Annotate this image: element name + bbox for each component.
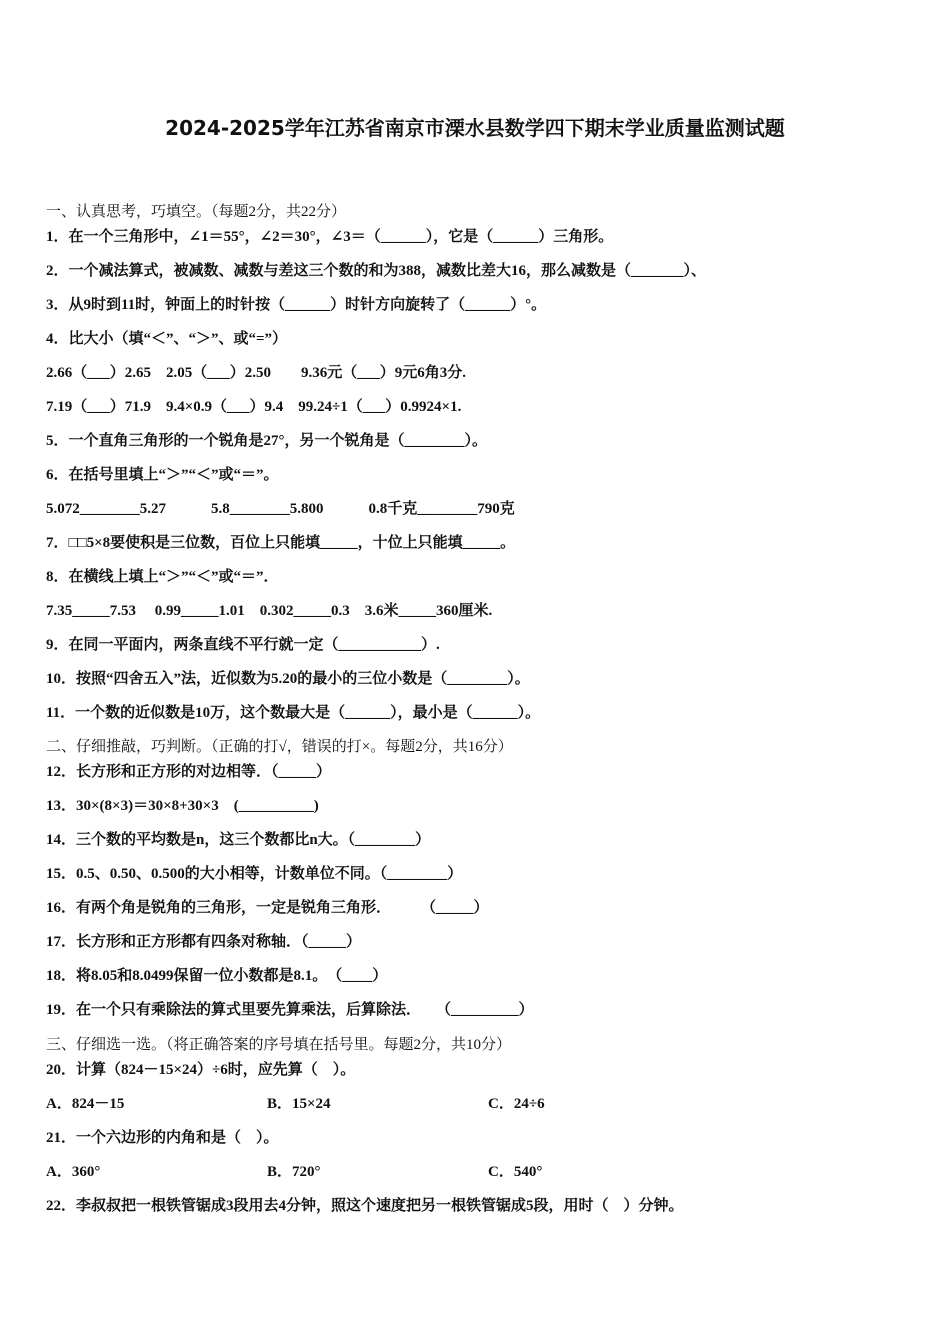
question-9: 9．在同一平面内，两条直线不平行就一定（___________）. xyxy=(46,637,440,653)
question-11: 11．一个数的近似数是10万，这个数最大是（______），最小是（______）。 xyxy=(46,705,541,721)
question-20-option-c: C．24÷6 xyxy=(488,1096,545,1112)
question-5: 5．一个直角三角形的一个锐角是27°，另一个锐角是（________）。 xyxy=(46,433,488,449)
question-18: 18．将8.05和8.0499保留一位小数都是8.1。 （____） xyxy=(46,968,388,984)
section-3-header: 三、仔细选一选。（将正确答案的序号填在括号里。每题2分，共10分） xyxy=(46,1037,512,1053)
section-1-header: 一、认真思考，巧填空。（每题2分，共22分） xyxy=(46,204,347,220)
question-4-row-2: 7.19（___）71.9 9.4×0.9（___）9.4 99.24÷1（___）0.9924×1. xyxy=(46,399,462,415)
question-2: 2．一个减法算式，被减数、减数与差这三个数的和为388，减数比差大16，那么减数是（_______）、 xyxy=(46,263,707,279)
question-6-row: 5.072________5.27 5.8________5.800 0.8千克________790克 xyxy=(46,501,515,517)
section-2-header: 二、仔细推敲，巧判断。（正确的打√，错误的打×。每题2分，共16分） xyxy=(46,739,513,755)
question-10: 10．按照“四舍五入”法，近似数为5.20的最小的三位小数是（________）。 xyxy=(46,671,530,687)
question-20: 20．计算（824－15×24）÷6时，应先算（ ）。 xyxy=(46,1062,356,1078)
question-14: 14．三个数的平均数是n，这三个数都比n大。（________） xyxy=(46,832,431,848)
question-20-option-b: B．15×24 xyxy=(267,1096,331,1112)
question-21: 21．一个六边形的内角和是（ ）。 xyxy=(46,1130,279,1146)
question-1: 1．在一个三角形中，∠1＝55°，∠2＝30°，∠3＝（______），它是（______）三角形。 xyxy=(46,229,614,245)
question-6: 6．在括号里填上“＞”“＜”或“＝”。 xyxy=(46,467,279,483)
question-17: 17．长方形和正方形都有四条对称轴．（_____） xyxy=(46,934,362,950)
question-7: 7．□□5×8要使积是三位数，百位上只能填_____，十位上只能填_____。 xyxy=(46,535,516,551)
question-12: 12．长方形和正方形的对边相等．（_____） xyxy=(46,764,332,780)
question-3: 3．从9时到11时，钟面上的时针按（______）时针方向旋转了（______）°。 xyxy=(46,297,547,313)
question-15: 15．0.5、0.50、0.500的大小相等，计数单位不同。（________） xyxy=(46,866,463,882)
question-4: 4．比大小（填“＜”、“＞”、或“=”） xyxy=(46,331,288,347)
question-16: 16．有两个角是锐角的三角形，一定是锐角三角形． （_____） xyxy=(46,900,489,916)
question-22: 22．李叔叔把一根铁管锯成3段用去4分钟，照这个速度把另一根铁管锯成5段，用时（ ）分钟。 xyxy=(46,1198,684,1214)
question-8-row: 7.35_____7.53 0.99_____1.01 0.302_____0.3 3.6米_____360厘米. xyxy=(46,603,493,619)
question-8: 8．在横线上填上“＞”“＜”或“＝”． xyxy=(46,569,279,585)
question-19: 19．在一个只有乘除法的算式里要先算乘法，后算除法． （_________） xyxy=(46,1002,534,1018)
question-20-option-a: A．824－15 xyxy=(46,1096,125,1112)
question-21-option-c: C．540° xyxy=(488,1164,543,1180)
question-13: 13．30×(8×3)＝30×8+30×3 (__________) xyxy=(46,798,319,814)
question-4-row-1: 2.66（___）2.65 2.05（___）2.50 9.36元（___）9元6角3分. xyxy=(46,365,467,381)
page-title: 2024-2025学年江苏省南京市溧水县数学四下期末学业质量监测试题 xyxy=(165,116,785,140)
question-21-option-b: B．720° xyxy=(267,1164,321,1180)
question-21-option-a: A．360° xyxy=(46,1164,101,1180)
